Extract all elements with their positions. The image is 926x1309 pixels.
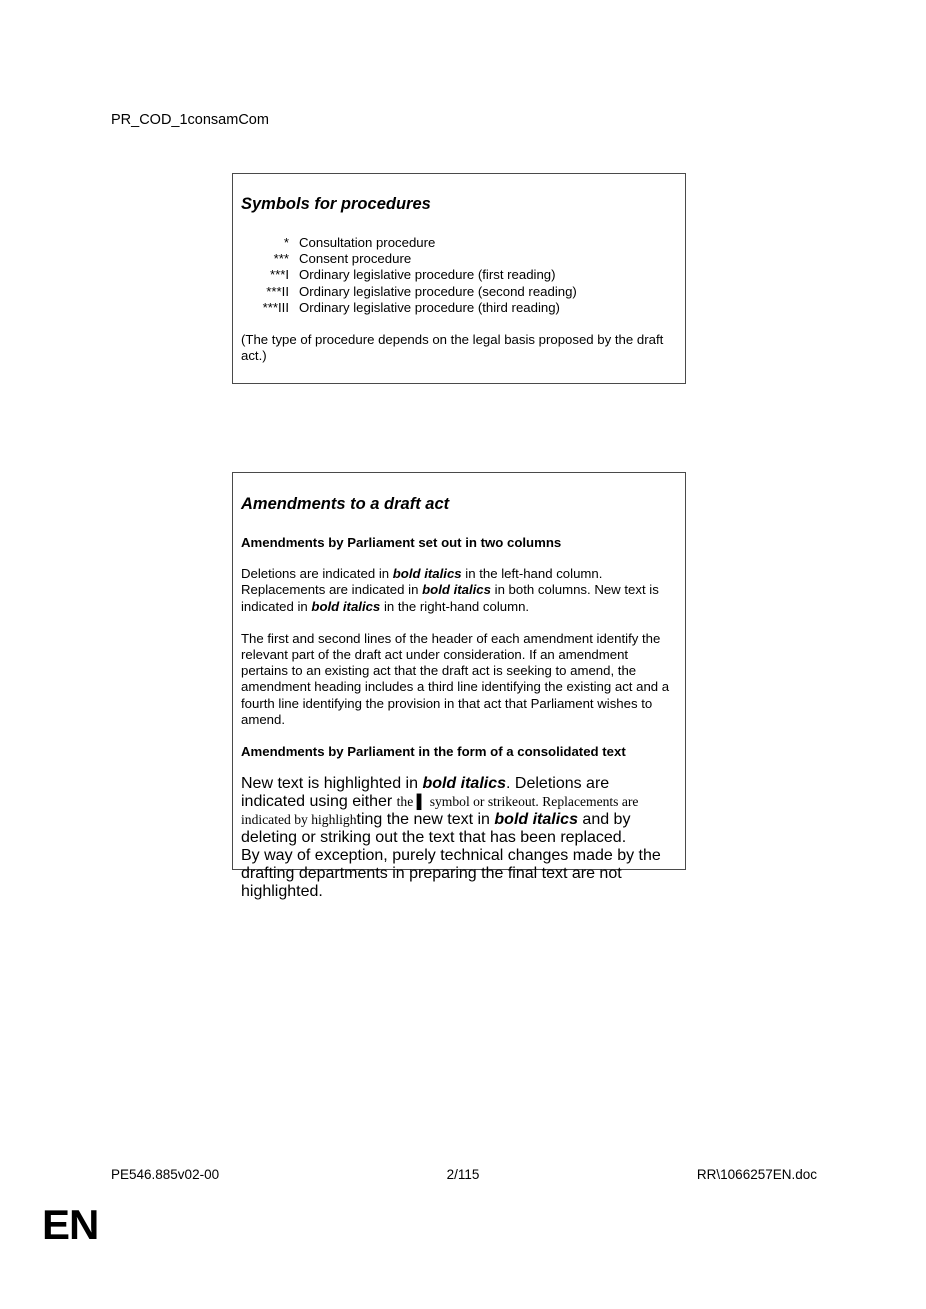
two-columns-paragraph-1 [241,566,677,615]
consolidated-paragraph-2: By way of exception, purely technical changes made by the drafting departments in preparing the final text are not highlighted. [241,847,661,901]
text-run: . Deletions are indicated using either [241,775,610,811]
footer-document-name: RR\1066257EN.doc [696,1167,817,1182]
procedure-row-consent [241,251,677,267]
procedure-row-consultation [241,235,677,251]
procedure-row-second-reading [241,284,677,300]
serif-text-run: symbol or strikeout. Replacements are indicated by highligh [241,794,639,828]
consolidated-paragraph-1 [241,775,677,847]
footer-page-number: 2/115 [446,1167,480,1182]
procedure-symbol-list [241,235,677,316]
procedure-row-third-reading [241,300,677,316]
text-run: and by deleting or striking out the text that has been replaced. [241,811,631,847]
bold-italics-run: bold italics [311,598,381,614]
amendments-box [232,472,686,901]
procedure-label: Ordinary legislative procedure (second reading) [299,283,577,299]
text-run: in both columns. New text is indicated in [241,582,659,614]
deletion-bar-symbol: ▌ [416,794,427,810]
text-run: ting the new text in [356,811,495,829]
page-footer [0,1167,926,1185]
procedure-symbol: * [283,235,289,250]
two-columns-heading: Amendments by Parliament set out in two columns [241,535,562,550]
serif-text-run: the [396,794,417,810]
procedure-symbol: ***III [262,299,289,315]
bold-italics-run: bold italics [392,566,462,582]
consolidated-text-heading: Amendments by Parliament in the form of a consolidated text [241,744,626,760]
procedure-symbol: *** [273,251,289,267]
amendments-box-title: Amendments to a draft act [241,495,450,513]
procedure-label: Ordinary legislative procedure (third reading) [299,299,560,315]
bold-italics-run: bold italics [422,582,491,598]
document-reference: PR_COD_1consamCom [111,112,269,128]
procedure-symbol: ***I [269,267,289,283]
footer-pe-number: PE546.885v02-00 [111,1167,220,1182]
procedure-symbol: ***II [266,283,289,299]
bold-italics-run: bold italics [422,775,507,793]
procedure-row-first-reading [241,267,677,283]
procedure-label: Ordinary legislative procedure (first reading) [299,267,556,283]
text-run: Deletions are indicated in [241,566,393,582]
procedure-type-note: (The type of procedure depends on the legal basis proposed by the draft act.) [241,332,664,364]
procedure-label: Consultation procedure [299,235,436,250]
two-columns-paragraph-2: The first and second lines of the header of each amendment identify the relevant part of the draft act under consideration. If an amendment pertains to an existing act that the draft act is seeking to amend, the amendment heading includes a third line identifying the existing act and a fourth line identifying the provision in that act that Parliament wishes to amend. [241,630,670,727]
symbols-box [232,173,686,384]
text-run: New text is highlighted in [241,775,423,793]
bold-italics-run: bold italics [494,811,578,829]
procedure-label: Consent procedure [299,251,412,267]
symbols-box-title: Symbols for procedures [241,195,431,213]
language-mark: EN [42,1201,99,1248]
text-run: in the right-hand column. [380,598,530,614]
text-run: in the left-hand column. Replacements are indicated in [241,566,603,598]
